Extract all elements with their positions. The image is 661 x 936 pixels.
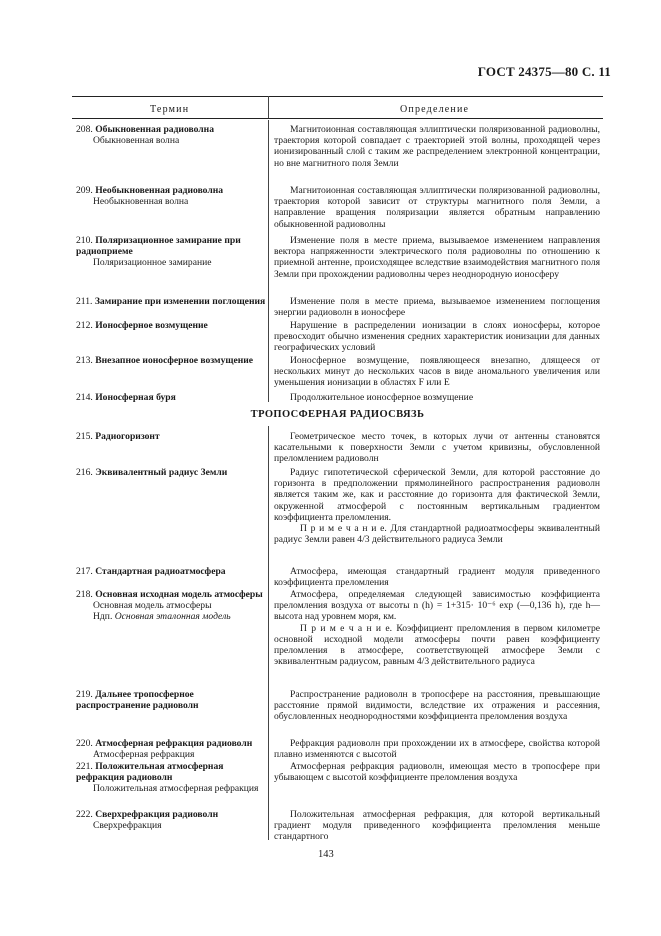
term-cell bbox=[76, 467, 266, 478]
term-synonym: Поляризационное замирание bbox=[93, 257, 212, 268]
term-title: Внезапное ионосферное возмущение bbox=[95, 355, 254, 366]
definition-text: Магнитоионная составляющая эллиптически поляризованной радиоволны, траектория которой зависит от структуры магнитного поля Земли, а направление вращения поляризации является обратным направлению обыкновенной радиоволны bbox=[274, 185, 600, 230]
term-cell bbox=[76, 738, 266, 760]
term-title: Ионосферная буря bbox=[95, 392, 176, 403]
definition-note: П р и м е ч а н и е. Для стандартной радиоатмосферы эквивалентный радиус Земли равен 4/3 действительного радиуса Земли bbox=[274, 523, 600, 546]
term-title: Эквивалентный радиус Земли bbox=[95, 467, 228, 478]
term-cell bbox=[76, 431, 266, 442]
term-title: Ионосферное возмущение bbox=[95, 320, 208, 331]
term-cell bbox=[76, 689, 266, 711]
term-title: Дальнее тропосферное распространение радиоволн bbox=[76, 689, 199, 711]
term-cell bbox=[76, 296, 266, 307]
definition-text: Атмосфера, имеющая стандартный градиент модуля приведенного коэффициента преломления bbox=[274, 566, 600, 589]
term-title: Обыкновенная радиоволна bbox=[95, 124, 215, 135]
term-cell bbox=[76, 124, 266, 146]
term-title: Сверхрефракция радиоволн bbox=[95, 809, 219, 820]
entry-number: 210. bbox=[76, 235, 93, 246]
term-title: Необыкновенная радиоволна bbox=[95, 185, 224, 196]
entry-number: 216. bbox=[76, 467, 93, 478]
definition-text: Распространение радиоволн в тропосфере на расстояния, превышающие расстояние прямой видимости, вследствие их отражения и рассеяния, обусловленных неоднородностями коэффициента преломления воздуха bbox=[274, 689, 600, 723]
term-deprecated bbox=[76, 611, 266, 622]
entry-number: 218. bbox=[76, 589, 93, 600]
term-title: Стандартная радиоатмосфера bbox=[95, 566, 226, 577]
term-title: Основная исходная модель атмосферы bbox=[95, 589, 263, 600]
definition-text: Нарушение в распределении ионизации в слоях ионосферы, которое превосходит обычно изменения средних характеристик ионизации для данных географических условий bbox=[274, 320, 600, 354]
term-synonym: Основная модель атмосферы bbox=[93, 600, 212, 611]
term-title: Замирание при изменении поглощения bbox=[94, 296, 266, 307]
term-synonym: Положительная атмосферная рефракция bbox=[93, 783, 259, 794]
column-header-term: Термин bbox=[150, 104, 190, 115]
header-column-divider bbox=[268, 96, 269, 118]
term-cell bbox=[76, 761, 266, 794]
entry-number: 213. bbox=[76, 355, 93, 366]
term-cell bbox=[76, 566, 266, 577]
section-title: ТРОПОСФЕРНАЯ РАДИОСВЯЗЬ bbox=[250, 409, 425, 420]
definition-text bbox=[274, 467, 600, 545]
term-cell bbox=[76, 320, 266, 331]
term-title: Радиогоризонт bbox=[95, 431, 160, 442]
term-synonym: Обыкновенная волна bbox=[93, 135, 180, 146]
entry-number: 222. bbox=[76, 809, 93, 820]
entry-number: 217. bbox=[76, 566, 93, 577]
term-title: Атмосферная рефракция радиоволн bbox=[95, 738, 253, 749]
term-cell bbox=[76, 392, 266, 403]
page-header: ГОСТ 24375—80 С. 11 bbox=[477, 64, 611, 79]
term-synonym: Необыкновенная волна bbox=[93, 196, 189, 207]
definition-text: Ионосферное возмущение, появляющееся внезапно, длящееся от нескольких минут до нескольких часов в виде аномального увеличения или уменьшения ионизации в областях F или E bbox=[274, 355, 600, 389]
deprecated-term: Основная эталонная модель bbox=[114, 611, 231, 622]
entry-number: 219. bbox=[76, 689, 93, 700]
term-synonym: Атмосферная рефракция bbox=[93, 749, 195, 760]
definition-text bbox=[274, 589, 600, 667]
term-synonym: Сверхрефракция bbox=[93, 820, 162, 831]
definition-text: Изменение поля в месте приема, вызываемое изменением направления вектора напряженности электрического поля радиоволны по отношению к приемной антенне, происходящее вследствие взаимодействия магнитного поля Земли при прохождении радиоволны через неоднородную ионосферу bbox=[274, 235, 600, 280]
entry-number: 220. bbox=[76, 738, 93, 749]
definition-text: Продолжительное ионосферное возмущение bbox=[290, 392, 474, 403]
term-cell bbox=[76, 589, 266, 622]
entry-number: 209. bbox=[76, 185, 93, 196]
definition-text: Изменение поля в месте приема, вызываемое изменением поглощения энергии радиоволн в ионосфере bbox=[274, 296, 600, 319]
term-title: Поляризационное замирание при радиоприеме bbox=[76, 235, 241, 257]
definition-text: Геометрическое место точек, в которых лучи от антенны становятся касательными к поверхности Земли с учетом кривизны, обусловленной преломлением радиоволн bbox=[274, 431, 600, 465]
definition-text: Рефракция радиоволн при прохождении их в атмосфере, свойства которой плавно изменяются с высотой bbox=[274, 738, 600, 761]
column-divider-lower bbox=[268, 426, 269, 840]
term-cell bbox=[76, 355, 266, 366]
column-divider-upper bbox=[268, 120, 269, 402]
definition-text: Атмосферная рефракция радиоволн, имеющая место в тропосфере при убывающем с высотой коэффициенте преломления воздуха bbox=[274, 761, 600, 784]
column-header-definition: Определение bbox=[400, 104, 470, 115]
definition-body: Атмосфера, определяемая следующей зависимостью коэффициента преломления воздуха от высоты n (h) = 1+315· 10⁻⁶ exp (—0,136 h), где h—высота над уровнем моря, км. bbox=[274, 589, 600, 623]
page-number: 143 bbox=[318, 849, 334, 860]
table-header-rule bbox=[72, 118, 603, 119]
entry-number: 215. bbox=[76, 431, 93, 442]
definition-body: Радиус гипотетической сферической Земли, для которой расстояние до горизонта в предположении прямолинейного распространения радиоволн является таким же, как и расстояние до горизонта для фактической Земли, окруженной атмосферой с постоянным вертикальным градиентом коэффициента преломления. bbox=[274, 467, 600, 523]
definition-text: Магнитоионная составляющая эллиптически поляризованной радиоволны, траектория которой совпадает с траекторией этой волны, проходящей через ионизированный слой с таким же распределением электронной концентрации, но вне магнитного поля Земли bbox=[274, 124, 600, 169]
definition-note: П р и м е ч а н и е. Коэффициент преломления в первом километре основной исходной модели атмосферы почти равен коэффициенту преломления в атмосфере, соответствующей атмосфере Земли с эквивалентным радиусом, равным 4/3 действительного радиуса bbox=[274, 622, 600, 668]
entry-number: 211. bbox=[76, 296, 93, 307]
term-title: Положительная атмосферная рефракция радиоволн bbox=[76, 761, 224, 783]
term-cell bbox=[76, 185, 266, 207]
entry-number: 221. bbox=[76, 761, 93, 772]
table-top-rule bbox=[72, 96, 603, 97]
definition-text: Положительная атмосферная рефракция, для которой вертикальный градиент модуля приведенного коэффициента преломления меньше стандартного bbox=[274, 809, 600, 843]
entry-number: 214. bbox=[76, 392, 93, 403]
entry-number: 208. bbox=[76, 124, 93, 135]
entry-number: 212. bbox=[76, 320, 93, 331]
term-cell bbox=[76, 235, 266, 268]
term-cell bbox=[76, 809, 266, 831]
deprecated-label: Ндп. bbox=[93, 611, 113, 622]
